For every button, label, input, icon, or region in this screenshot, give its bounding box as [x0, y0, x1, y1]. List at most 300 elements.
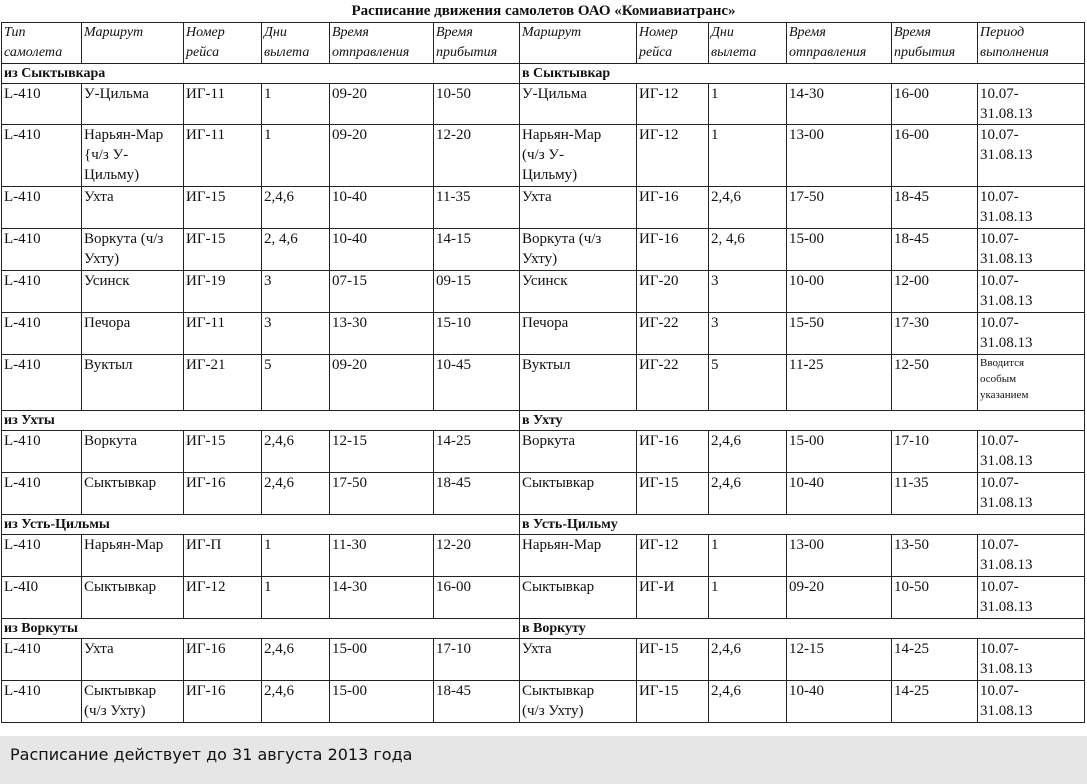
- cell-text: 16-00: [894, 127, 929, 143]
- cell-text: 3: [264, 315, 272, 331]
- cell-text: L-410: [4, 127, 41, 143]
- section-from: из Сыктывкара: [2, 64, 520, 84]
- table-cell: [330, 313, 434, 355]
- cell-text: Печора: [522, 315, 569, 331]
- cell-text: Ухта: [522, 189, 552, 205]
- table-cell: [262, 431, 330, 473]
- table-row: [2, 431, 1085, 473]
- table-cell: [262, 473, 330, 515]
- cell-text: 15-10: [436, 315, 471, 331]
- cell-text: 10.07- 31.08.13: [980, 189, 1033, 225]
- table-cell: [262, 681, 330, 723]
- table-cell: [184, 187, 262, 229]
- table-cell: [2, 535, 82, 577]
- table-cell: [978, 535, 1085, 577]
- table-cell: [434, 271, 520, 313]
- column-header: Маршрут: [82, 23, 184, 64]
- table-cell: [709, 639, 787, 681]
- cell-text: 10-40: [789, 683, 824, 699]
- cell-text: 16-00: [894, 86, 929, 102]
- table-row: [2, 473, 1085, 515]
- cell-text: 17-50: [332, 475, 367, 491]
- table-cell: [787, 681, 892, 723]
- cell-text: 17-30: [894, 315, 929, 331]
- table-cell: [82, 473, 184, 515]
- cell-text: ИГ-12: [639, 127, 679, 143]
- cell-text: 11-35: [894, 475, 929, 491]
- cell-text: 14-25: [894, 641, 929, 657]
- table-cell: [330, 125, 434, 187]
- cell-text: Вуктыл: [522, 357, 571, 373]
- table-cell: [787, 187, 892, 229]
- footer-bar: [0, 736, 1087, 784]
- cell-text: Ухта: [522, 641, 552, 657]
- cell-text: 10-40: [789, 475, 824, 491]
- table-cell: [184, 535, 262, 577]
- cell-text: 3: [711, 273, 719, 289]
- cell-text: 1: [711, 579, 719, 595]
- cell-text: 1: [711, 537, 719, 553]
- table-cell: [787, 355, 892, 411]
- cell-text: ИГ-16: [639, 231, 679, 247]
- table-cell: [262, 84, 330, 125]
- table-row: [2, 355, 1085, 411]
- cell-text: 10.07- 31.08.13: [980, 273, 1033, 309]
- table-row: [2, 535, 1085, 577]
- table-cell: [82, 187, 184, 229]
- cell-text: Воркута (ч/з Ухту): [84, 231, 164, 267]
- cell-text: 14-25: [894, 683, 929, 699]
- cell-text: ИГ-15: [639, 641, 679, 657]
- table-cell: [709, 313, 787, 355]
- cell-text: ИГ-И: [639, 579, 675, 595]
- table-cell: [892, 535, 978, 577]
- cell-text: 10.07- 31.08.13: [980, 127, 1033, 163]
- table-cell: [787, 577, 892, 619]
- cell-text: 2,4,6: [711, 189, 741, 205]
- table-cell: [892, 431, 978, 473]
- cell-text: 5: [711, 357, 719, 373]
- table-cell: [184, 84, 262, 125]
- cell-text: Вводится особым указанием: [980, 357, 1029, 401]
- table-cell: [709, 473, 787, 515]
- cell-text: 12-15: [789, 641, 824, 657]
- table-cell: [262, 313, 330, 355]
- cell-text: 09-20: [332, 357, 367, 373]
- table-cell: [978, 313, 1085, 355]
- table-cell: [978, 125, 1085, 187]
- section-to: в Воркуту: [520, 619, 1085, 639]
- cell-text: L-4I0: [4, 579, 39, 595]
- cell-text: L-410: [4, 231, 41, 247]
- column-header: Время отправления: [787, 23, 892, 64]
- cell-text: ИГ-16: [186, 683, 226, 699]
- cell-text: 5: [264, 357, 272, 373]
- table-cell: [520, 577, 637, 619]
- section-from: из Воркуты: [2, 619, 520, 639]
- table-row: [2, 84, 1085, 125]
- table-cell: [787, 125, 892, 187]
- table-cell: [892, 229, 978, 271]
- table-cell: [82, 681, 184, 723]
- table-cell: [434, 681, 520, 723]
- table-cell: [892, 84, 978, 125]
- column-header: Маршрут: [520, 23, 637, 64]
- table-cell: [2, 84, 82, 125]
- table-cell: [709, 681, 787, 723]
- table-row: [2, 639, 1085, 681]
- table-cell: [978, 355, 1085, 411]
- table-cell: [520, 84, 637, 125]
- schedule-table: [1, 22, 1085, 723]
- table-cell: [330, 187, 434, 229]
- table-cell: [637, 681, 709, 723]
- table-cell: [709, 577, 787, 619]
- cell-text: ИГ-12: [639, 86, 679, 102]
- table-cell: [330, 577, 434, 619]
- table-cell: [2, 125, 82, 187]
- table-cell: [709, 84, 787, 125]
- table-cell: [2, 639, 82, 681]
- table-cell: [787, 535, 892, 577]
- cell-text: Сыктывкар: [84, 579, 157, 595]
- cell-text: ИГ-12: [639, 537, 679, 553]
- cell-text: Усинск: [84, 273, 130, 289]
- cell-text: 2, 4,6: [264, 231, 298, 247]
- cell-text: 10-40: [332, 189, 367, 205]
- table-cell: [520, 431, 637, 473]
- cell-text: 15-00: [332, 683, 367, 699]
- table-cell: [709, 535, 787, 577]
- cell-text: 10.07- 31.08.13: [980, 86, 1033, 122]
- cell-text: Вуктыл: [84, 357, 133, 373]
- column-header: Период выполнения: [978, 23, 1085, 64]
- table-cell: [2, 431, 82, 473]
- cell-text: ИГ-12: [186, 579, 226, 595]
- table-cell: [520, 681, 637, 723]
- cell-text: У-Цильма: [84, 86, 149, 102]
- table-cell: [82, 431, 184, 473]
- cell-text: 3: [264, 273, 272, 289]
- table-cell: [892, 313, 978, 355]
- table-cell: [262, 187, 330, 229]
- table-cell: [184, 125, 262, 187]
- section-row: [2, 515, 1085, 535]
- cell-text: Нарьян-Мар: [84, 537, 164, 553]
- section-row: [2, 619, 1085, 639]
- table-cell: [709, 229, 787, 271]
- cell-text: 10.07- 31.08.13: [980, 641, 1033, 677]
- cell-text: 18-45: [436, 475, 471, 491]
- cell-text: Сыктывкар: [522, 475, 595, 491]
- table-cell: [330, 271, 434, 313]
- table-cell: [709, 431, 787, 473]
- header-row: [2, 23, 1085, 64]
- cell-text: 09-20: [332, 86, 367, 102]
- table-cell: [637, 473, 709, 515]
- table-cell: [434, 473, 520, 515]
- table-cell: [262, 535, 330, 577]
- table-cell: [330, 639, 434, 681]
- cell-text: 13-50: [894, 537, 929, 553]
- page-title: Расписание движения самолетов ОАО «Комиавиатранс»: [351, 3, 736, 19]
- cell-text: Воркута: [84, 433, 137, 449]
- cell-text: 12-20: [436, 537, 471, 553]
- cell-text: ИГ-15: [186, 433, 226, 449]
- table-cell: [434, 431, 520, 473]
- cell-text: 2,4,6: [264, 683, 294, 699]
- table-cell: [520, 355, 637, 411]
- column-header: Время прибытия: [892, 23, 978, 64]
- cell-text: ИГ-П: [186, 537, 222, 553]
- cell-text: 12-15: [332, 433, 367, 449]
- table-cell: [637, 639, 709, 681]
- cell-text: 18-45: [894, 231, 929, 247]
- table-cell: [709, 187, 787, 229]
- cell-text: 14-30: [789, 86, 824, 102]
- cell-text: 10.07- 31.08.13: [980, 231, 1033, 267]
- table-cell: [262, 271, 330, 313]
- schedule-body: [2, 23, 1085, 723]
- table-row: [2, 681, 1085, 723]
- table-cell: [434, 187, 520, 229]
- table-cell: [2, 681, 82, 723]
- column-header: Тип самолета: [2, 23, 82, 64]
- cell-text: L-410: [4, 683, 41, 699]
- table-row: [2, 125, 1085, 187]
- cell-text: ИГ-22: [639, 357, 679, 373]
- table-cell: [262, 229, 330, 271]
- cell-text: 14-15: [436, 231, 471, 247]
- table-cell: [184, 271, 262, 313]
- table-cell: [184, 577, 262, 619]
- table-cell: [184, 473, 262, 515]
- table-cell: [330, 229, 434, 271]
- cell-text: ИГ-22: [639, 315, 679, 331]
- cell-text: 09-15: [436, 273, 471, 289]
- cell-text: L-410: [4, 537, 41, 553]
- table-cell: [787, 229, 892, 271]
- table-cell: [2, 271, 82, 313]
- table-row: [2, 313, 1085, 355]
- cell-text: 1: [264, 86, 272, 102]
- table-cell: [520, 639, 637, 681]
- table-cell: [184, 639, 262, 681]
- cell-text: Сыктывкар (ч/з Ухту): [522, 683, 595, 719]
- cell-text: 10-50: [436, 86, 471, 102]
- cell-text: 17-10: [894, 433, 929, 449]
- cell-text: 15-00: [332, 641, 367, 657]
- cell-text: 2,4,6: [711, 475, 741, 491]
- table-cell: [434, 84, 520, 125]
- cell-text: 11-25: [789, 357, 824, 373]
- cell-text: 14-30: [332, 579, 367, 595]
- table-cell: [520, 535, 637, 577]
- cell-text: 1: [711, 86, 719, 102]
- table-cell: [184, 431, 262, 473]
- table-cell: [82, 84, 184, 125]
- table-cell: [892, 681, 978, 723]
- cell-text: ИГ-11: [186, 86, 225, 102]
- cell-text: 10-45: [436, 357, 471, 373]
- table-cell: [637, 577, 709, 619]
- table-cell: [330, 535, 434, 577]
- table-cell: [520, 229, 637, 271]
- cell-text: Сыктывкар: [522, 579, 595, 595]
- cell-text: Сыктывкар: [84, 475, 157, 491]
- cell-text: ИГ-15: [186, 231, 226, 247]
- cell-text: 2,4,6: [711, 683, 741, 699]
- cell-text: L-410: [4, 433, 41, 449]
- column-header: Время отправления: [330, 23, 434, 64]
- table-cell: [330, 681, 434, 723]
- cell-text: 13-00: [789, 537, 824, 553]
- cell-text: ИГ-16: [639, 433, 679, 449]
- table-cell: [637, 355, 709, 411]
- cell-text: 15-00: [789, 231, 824, 247]
- table-cell: [184, 681, 262, 723]
- cell-text: 12-00: [894, 273, 929, 289]
- table-cell: [892, 577, 978, 619]
- cell-text: L-410: [4, 315, 41, 331]
- table-cell: [434, 125, 520, 187]
- table-cell: [787, 639, 892, 681]
- cell-text: Нарьян-Мар (ч/з У- Цильму): [522, 127, 602, 183]
- cell-text: Усинск: [522, 273, 568, 289]
- table-cell: [978, 271, 1085, 313]
- table-cell: [892, 271, 978, 313]
- table-cell: [709, 125, 787, 187]
- cell-text: 18-45: [894, 189, 929, 205]
- cell-text: L-410: [4, 475, 41, 491]
- table-cell: [787, 271, 892, 313]
- table-row: [2, 229, 1085, 271]
- table-cell: [434, 577, 520, 619]
- cell-text: 10-00: [789, 273, 824, 289]
- cell-text: 2,4,6: [264, 641, 294, 657]
- cell-text: 11-35: [436, 189, 471, 205]
- table-cell: [637, 84, 709, 125]
- table-cell: [637, 229, 709, 271]
- cell-text: 10.07- 31.08.13: [980, 537, 1033, 573]
- cell-text: ИГ-11: [186, 127, 225, 143]
- cell-text: ИГ-15: [639, 683, 679, 699]
- table-cell: [262, 639, 330, 681]
- cell-text: 17-10: [436, 641, 471, 657]
- cell-text: 2,4,6: [264, 475, 294, 491]
- cell-text: 15-00: [789, 433, 824, 449]
- cell-text: Нарьян-Мар: [522, 537, 602, 553]
- cell-text: Воркута (ч/з Ухту): [522, 231, 602, 267]
- table-row: [2, 577, 1085, 619]
- table-cell: [787, 313, 892, 355]
- cell-text: 10.07- 31.08.13: [980, 315, 1033, 351]
- table-cell: [330, 355, 434, 411]
- table-cell: [82, 577, 184, 619]
- table-cell: [978, 84, 1085, 125]
- cell-text: 13-30: [332, 315, 367, 331]
- table-cell: [184, 355, 262, 411]
- table-cell: [978, 187, 1085, 229]
- section-from: из Усть-Цильмы: [2, 515, 520, 535]
- table-cell: [330, 84, 434, 125]
- cell-text: 13-00: [789, 127, 824, 143]
- cell-text: 10.07- 31.08.13: [980, 683, 1033, 719]
- table-cell: [892, 187, 978, 229]
- cell-text: 2,4,6: [264, 189, 294, 205]
- table-cell: [434, 535, 520, 577]
- table-cell: [262, 125, 330, 187]
- cell-text: 15-50: [789, 315, 824, 331]
- table-cell: [787, 473, 892, 515]
- cell-text: L-410: [4, 86, 41, 102]
- cell-text: 10.07- 31.08.13: [980, 433, 1033, 469]
- cell-text: 2,4,6: [264, 433, 294, 449]
- cell-text: Сыктывкар (ч/з Ухту): [84, 683, 157, 719]
- cell-text: 2,4,6: [711, 641, 741, 657]
- cell-text: 10-50: [894, 579, 929, 595]
- table-row: [2, 187, 1085, 229]
- cell-text: У-Цильма: [522, 86, 587, 102]
- section-to: в Ухту: [520, 411, 1085, 431]
- table-cell: [82, 639, 184, 681]
- table-cell: [82, 313, 184, 355]
- cell-text: 18-45: [436, 683, 471, 699]
- table-cell: [978, 473, 1085, 515]
- table-cell: [892, 473, 978, 515]
- cell-text: 11-30: [332, 537, 367, 553]
- column-header: Номер рейса: [637, 23, 709, 64]
- cell-text: Печора: [84, 315, 131, 331]
- section-from: из Ухты: [2, 411, 520, 431]
- table-cell: [520, 125, 637, 187]
- table-cell: [2, 473, 82, 515]
- table-cell: [787, 431, 892, 473]
- table-cell: [978, 681, 1085, 723]
- table-cell: [978, 577, 1085, 619]
- cell-text: ИГ-16: [186, 641, 226, 657]
- cell-text: L-410: [4, 357, 41, 373]
- table-cell: [978, 229, 1085, 271]
- table-cell: [434, 229, 520, 271]
- table-cell: [637, 313, 709, 355]
- table-cell: [82, 271, 184, 313]
- cell-text: Нарьян-Мар {ч/з У- Цильму): [84, 127, 164, 183]
- cell-text: 16-00: [436, 579, 471, 595]
- table-cell: [2, 187, 82, 229]
- table-cell: [892, 355, 978, 411]
- section-to: в Усть-Цильму: [520, 515, 1085, 535]
- column-header: Время прибытия: [434, 23, 520, 64]
- cell-text: ИГ-11: [186, 315, 225, 331]
- table-cell: [184, 313, 262, 355]
- table-cell: [709, 355, 787, 411]
- table-cell: [978, 639, 1085, 681]
- table-cell: [2, 577, 82, 619]
- table-cell: [82, 125, 184, 187]
- table-cell: [637, 535, 709, 577]
- table-cell: [82, 535, 184, 577]
- cell-text: 10.07- 31.08.13: [980, 579, 1033, 615]
- cell-text: ИГ-21: [186, 357, 226, 373]
- footer-note: Расписание действует до 31 августа 2013 года: [10, 745, 413, 764]
- table-cell: [892, 639, 978, 681]
- table-cell: [2, 229, 82, 271]
- column-header: Дни вылета: [262, 23, 330, 64]
- section-to: в Сыктывкар: [520, 64, 1085, 84]
- table-cell: [978, 431, 1085, 473]
- table-cell: [434, 313, 520, 355]
